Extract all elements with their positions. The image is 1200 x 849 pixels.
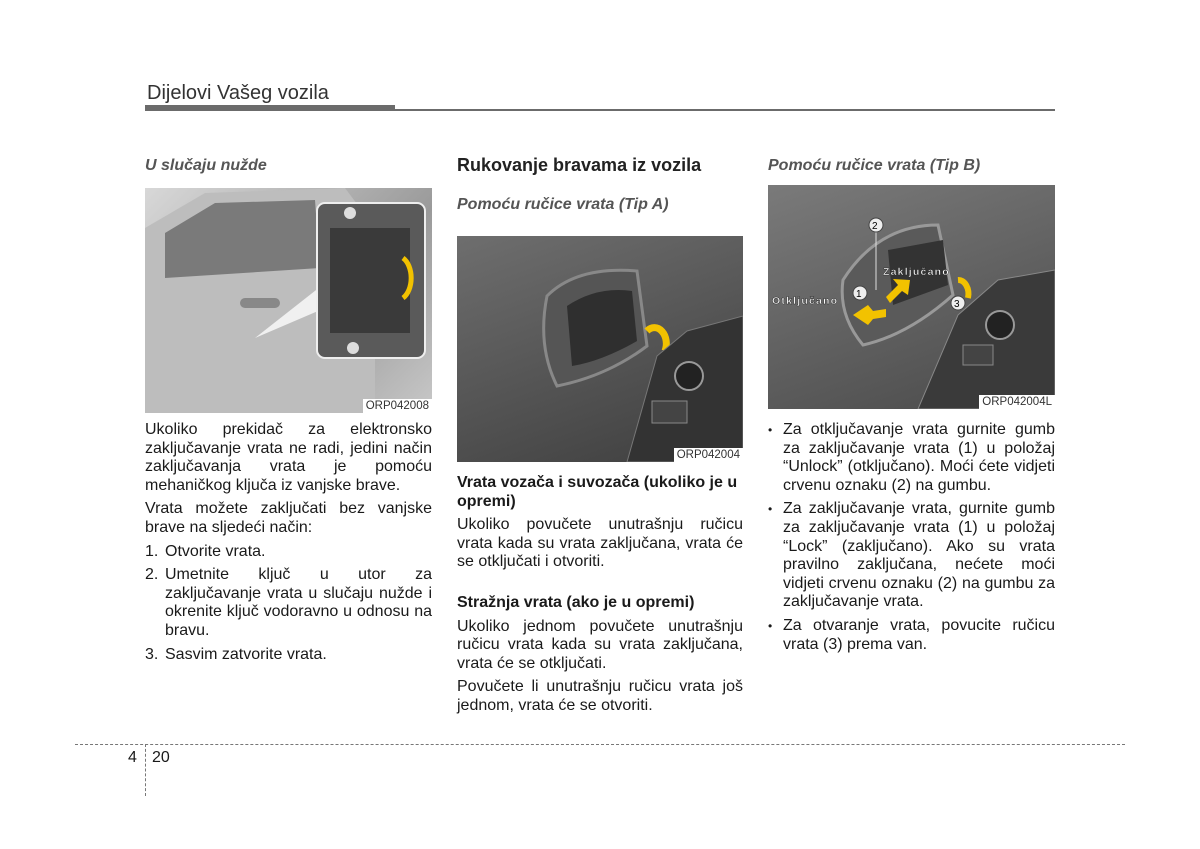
step-text: Sasvim zatvorite vrata. — [165, 645, 327, 663]
type-b-text — [768, 421, 1055, 659]
callout-2: 2 — [872, 221, 878, 232]
bullet-text: Za otključavanje vrata gurnite gumb za zaključavanje vrata (1) u položaj “Unlock” (otključano). Moći ćete vidjeti crvenu oznaku (2) na gumbu. — [783, 421, 1055, 494]
front-doors-title: Vrata vozača i suvozača (ukoliko je u opremi) — [457, 474, 738, 510]
page-number: 20 — [152, 749, 170, 766]
bullet-icon: • — [768, 618, 773, 633]
type-b-heading: Pomoću ručice vrata (Tip B) — [768, 157, 981, 174]
image-code: ORP042004L — [979, 395, 1055, 409]
step-item — [145, 566, 432, 640]
callout-3: 3 — [954, 299, 960, 310]
door-handle-illustration — [457, 236, 743, 462]
door-handle-illustration — [768, 185, 1055, 409]
paragraph: Vrata možete zaključati bez vanjske brave na sljedeći način: — [145, 500, 432, 536]
callout-1: 1 — [856, 289, 862, 300]
section-number: 4 — [128, 749, 137, 766]
step-item — [145, 646, 432, 665]
door-handle-type-a-image — [457, 236, 743, 462]
header-bar — [145, 105, 395, 111]
bullet-icon: • — [768, 423, 773, 437]
paragraph: Ukoliko povučete unutrašnju ručicu vrata kada su vrata zaključana, vrata će se otključati i otvoriti. — [457, 516, 743, 571]
column-emergency — [145, 157, 432, 176]
car-door-lock-image — [145, 188, 432, 413]
paragraph: Ukoliko prekidač za elektronsko zaključavanje vrata ne radi, jedini način zaključavanja vrata je pomoću mehaničkog ključa iz vanjske brave. — [145, 421, 432, 494]
bullet-text: Za zaključavanje vrata, gurnite gumb za zaključavanje vrata (1) u položaj “Lock” (zaključano). Ako su vrata pravilno zaključana, nećete moći vidjeti crvenu oznaku (2) na gumbu za zaključavanje vrata. — [783, 500, 1055, 611]
inside-locks-text — [457, 474, 743, 721]
step-text: Umetnite ključ u utor za zaključavanje vrata u slučaju nužde i okrenite ključ vodoravno u odnosu na bravu. — [165, 566, 432, 639]
step-item — [145, 543, 432, 562]
door-handle-type-b-image — [768, 185, 1055, 409]
paragraph: Povučete li unutrašnju ručicu vrata još jednom, vrata će se otvoriti. — [457, 678, 743, 714]
step-text: Otvorite vrata. — [165, 542, 266, 560]
bullet-text: Za otvaranje vrata, povucite ručicu vrata (3) prema van. — [783, 616, 1055, 653]
step-number: 2. — [145, 566, 159, 584]
rear-doors-title: Stražnja vrata (ako je u opremi) — [457, 593, 695, 611]
unlocked-label: Otključano — [772, 295, 839, 307]
section-title: Dijelovi Vašeg vozila — [147, 82, 329, 104]
bullet-item — [768, 421, 1055, 495]
type-a-heading: Pomoću ručice vrata (Tip A) — [457, 195, 669, 213]
bullet-item — [768, 617, 1055, 654]
paragraph: Ukoliko jednom povučete unutrašnju ručicu vrata kada su vrata zaključana, vrata će se otključati. — [457, 617, 743, 672]
column-type-b — [768, 157, 1055, 176]
step-number: 1. — [145, 542, 159, 560]
bullet-item — [768, 500, 1055, 612]
inside-locks-heading: Rukovanje bravama iz vozila — [457, 155, 702, 175]
image-code: ORP042004 — [674, 448, 743, 462]
bullet-icon: • — [768, 502, 773, 517]
footer-divider — [145, 744, 146, 796]
locked-label: Zaključano — [883, 266, 950, 278]
emergency-heading: U slučaju nužde — [145, 157, 267, 174]
step-number: 3. — [145, 645, 159, 663]
footer-rule — [75, 744, 1125, 745]
emergency-text — [145, 421, 432, 669]
car-door-illustration — [145, 188, 432, 413]
image-code: ORP042008 — [363, 399, 432, 413]
column-inside-locks — [457, 156, 743, 214]
header-rule — [395, 109, 1055, 111]
